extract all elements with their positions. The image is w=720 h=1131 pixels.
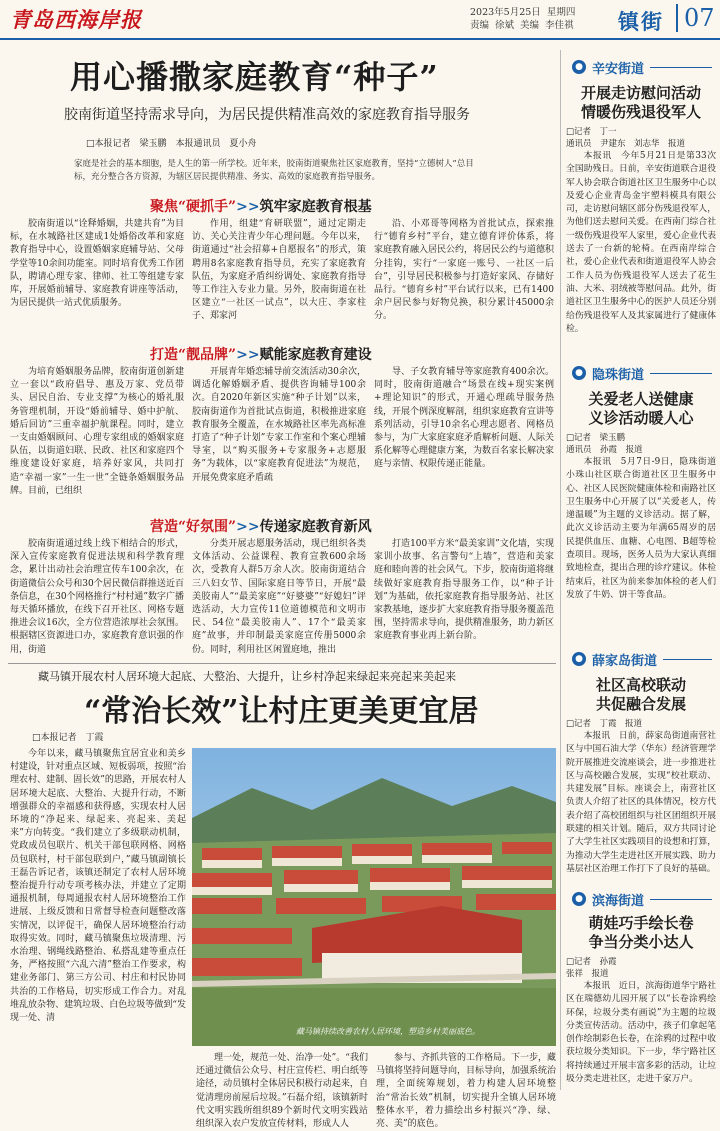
text-column: 导、子女教育辅导等家庭教育400余次。同时，胶南街道融合“场景在线+现实案例+理论知识”的形式，开通心理疏导服务热线，开展个例深度解剖，组织家庭教育宣讲等系列活动，引导10余名心理志愿者、网格员参与，为广大家庭家庭矛盾解析问题、人际关系化解等心理健康方案，为数百名家长解决家庭与亲情、权限传递正能量。 (374, 367, 555, 470)
text-column: 分类开展志愿服务活动，现已组织各类文体活动、公益课程、教育宣教600余场次，受教育人群5万余人次。胶南街道结合三八妇女节、国际家庭日等节日，开展“最美胶南人”“最美家庭”“好婆婆”“好媳妇”评选活动，大力宣传11位道德模范和文明市民、54位“最美胶南人”、17个“最美家庭”故事，并印制最美家庭宣传册5000余份。同时，利用社区闲置庭地，推出 (192, 539, 366, 655)
location-pin-icon: ● (572, 60, 586, 74)
column-divider (560, 50, 561, 1090)
brief-title: 开展走访慰问活动 情暖伤残退役军人 (580, 84, 701, 121)
village-photo (192, 748, 556, 1046)
brief-body: □记者 丁霞 报道 本报讯 日前，薛家岛街道南营社区与中国石油大学（华东）经济管理学院开展推进交流座谈会，进一步推进社区与高校融合发展，实现“校社联动、共建发展”目标。座谈会上，南营社区负责人介绍了社区的具体情况，校方代表介绍了高校团组织与社区团组织开展联建的相关计划。随后，双方共同讨论了大学生社区实践项目的设想和打算，为推动大学生走进社区开展实践、助力基层社区治理工作打下了良好的基础。 (566, 719, 716, 874)
article-byline: □本报记者 丁霞 (32, 733, 104, 743)
location-pin-icon: ● (572, 652, 586, 666)
text-column: 开展青年婚恋辅导前交流活动30余次，调适化解婚姻矛盾、提供咨询辅导100余次。自2020年新区实施“种子计划”以来，胶南街道作为首批试点街道，积极推进家庭教育服务全覆盖，在水城路社区率先高标准打造了“种子计划”专家工作室和个案心理辅导室，以“购买服务+专家服务+志愿服务”为载体，以“家庭教育促进法”为规范，开展免费家庭矛盾疏 (192, 367, 366, 483)
newspaper-logo: 青岛西海岸报 (10, 7, 142, 32)
text-column: 沿、小邓哥等网格为首批试点，探索推行“德育乡村”平台，建立德育评价体系，将家庭教育融入居民公约，将居民公约与道德积分挂钩，实行“一家庭一账号、一社区一后台”，引导居民积极参与打造好家风、存储好品行。“德育乡村”平台试行以来，已有1400余户居民参与好物兑换，积分累计45000余分。 (374, 219, 555, 322)
location-pin-icon: ● (572, 366, 586, 380)
section-name: 镇街 (618, 9, 664, 34)
page-number: 07 (676, 4, 715, 32)
article-kicker: 藏马镇开展农村人居环境大起底、大整治、大提升，让乡村净起来绿起来亮起来美起来 (38, 670, 456, 683)
street-header: ● 辛安街道 (572, 56, 712, 78)
text-column: 为培育婚姻服务品牌，胶南街道创新建立一套以“政府倡导、惠及万家、党员带头、居民自治、专业支撑”为核心的婚礼服务管理机制，开设“婚前辅导、婚中护航、婚后回访”三重幸福护航课程。同时，建立一支由婚姻顾问、心理专家组成的婚姻家庭队伍，以街道妇联、民政、社区和家庭四个维度建设好家庭，培养好家风，共同打造“幸福一家”一生一世”全链条婚姻服务品牌。目前，已组织 (10, 367, 184, 496)
street-header: ● 隐珠街道 (572, 362, 712, 384)
text-column: 作用，组建“育研联盟”，通过定期走访、关心关注青少年心理问题。今年以来，街道通过“社会招募+自愿报名”的形式，策聘用8名家庭教育指导员，充实了家庭教育队伍，为家庭矛盾纠纷调处、家庭教育指导等工作注入专业力量。另外，胶南街道在社区建立“一社区一试点”，以大庄、李家柱子、郑家河 (192, 219, 366, 322)
photo-caption: 藏马镇持续改善农村人居环境，塑造乡村美丽底色。 (296, 1027, 480, 1036)
location-pin-icon: ● (572, 892, 586, 906)
brief-title: 关爱老人送健康 义诊活动暖人心 (588, 390, 694, 427)
brief-body: □记者 梁玉鹏 通讯员 孙霞 报道 本报讯 5月7日-9日，隐珠街道小珠山社区联合街道社区卫生服务中心、社区人民医院健康体检和南路社区卫生服务中心开展了以“关爱老人，传递温暖”为主题的义诊活动。据了解，此次义诊活动主要为年满65周岁的居民提供血压、血糖、心电图、B超等检查项目。现场，医务人员为大家认真细致地检查，提出合理的诊疗建议。体检结束后，社区为前来参加体检的老人们发放了牛奶、饼干等食品。 (566, 433, 716, 600)
article-title: 用心播撒家庭教育“种子” (70, 58, 439, 96)
text-column: 胶南街道通过线上线下相结合的形式，深入宣传家庭教育促进法规和科学教育理念，累计出动社会治理宣传车100余次，在街道微信公众号和30个居民微信群推送近百条信息，在30个网格推行“村村通”数字广播每天循环播放，在线下召开社区、网格专题推进会议16次，全方位营造浓厚社会氛围。根据辖区资源进口办，家庭教育意识强的作用，街道 (10, 539, 184, 655)
street-header: ● 滨海街道 (572, 888, 712, 910)
article-deck: 胶南街道坚持需求导向，为居民提供精准高效的家庭教育指导服务 (64, 107, 470, 123)
subhead-3: 营造“好氛围”>>传递家庭教育新风 (150, 519, 372, 535)
article-title: “常治长效”让村庄更美更宜居 (84, 694, 479, 729)
article-intro: 家庭是社会的基本细胞，是人生的第一所学校。近年来，胶南街道聚焦社区家庭教育，坚持“立德树人”总目标，充分整合各方资源，为辖区居民提供精准、务实、高效的家庭教育指导服务。 (74, 159, 474, 182)
article-separator (8, 663, 556, 664)
brief-title: 萌娃巧手绘长卷 争当分类小达人 (588, 914, 694, 951)
village-aerial-image (192, 748, 556, 1046)
text-column: 理一处，规范一处、治净一处”。“我们还通过微信公众号、村庄宣传栏、明白纸等途径，动员镇村全体居民积极行动起来，自觉清理房前屋后垃圾。”石磊介绍，该镇新时代文明实践所组织89个新时代文明实践站组织深入农户发放宣传材料，形成人人 (196, 1053, 368, 1130)
street-header: ● 薛家岛街道 (572, 648, 712, 670)
text-column: 打造100平方米“最美家训”文化墙，实现家训小故事、名言警句“上墙”，营造和美家庭和睦向善的社会风气。下步，胶南街道将继续做好家庭教育指导服务工作，以“种子计划”为基础，依托家庭教育指导服务站、社区家教基地，逐步扩大家庭教育指导服务覆盖范围，坚持需求导向，提供精准服务，助力新区家庭教育事业再上新台阶。 (374, 539, 555, 642)
subhead-2: 打造“靓品牌”>>赋能家庭教育建设 (150, 347, 372, 363)
dateline: 2023年5月25日 星期四 责编 徐斌 美编 李佳祺 (470, 7, 576, 31)
brief-body: □记者 孙霞 张祥 报道 本报讯 近日，滨海街道华宁路社区在瑞德幼儿园开展了以“长卷涂鸦绘环保，垃圾分类有画说”为主题的垃圾分类宣传活动。活动中，孩子们拿起笔创作绘制彩色长卷，在涂鸦的过程中收获垃圾分类知识。下一步，华宁路社区将持续通过开展丰富多彩的活动，让垃圾分类走进社区，走进千家万户。 (566, 957, 716, 1085)
subhead-1: 聚焦“硬抓手”>>筑牢家庭教育根基 (150, 199, 372, 215)
text-column: 今年以来，藏马镇聚焦宜居宜业和美乡村建设，针对重点区域、短板弱项，按照“治理农村、建制、固长效”的思路，开展农村人居环境大起底、大整治、大提升行动，不断增强群众的幸福感和获得感，实现农村人居环境的“净起来、绿起来、亮起来、美起来”方向转变。“我们建立了多级联动机制，党政成员包联片、机关干部包联网格、网格员包联村，村干部包联到户，”藏马镇副镇长王磊告诉记者，该镇还制定了农村人居环境整治提升行动专项考核办法，并建立了定期通报机制，每周通报农村人居环境整治工作进展、上级反馈和日常督导检查问题整改落实情况，以评促干，确保人居环境整治行动取得实效。同时，藏马镇聚焦垃圾清理、污水治理、钢绳线路整治、私搭乱建等重点任务，严格按照“六乱六清”整治工作要求，构建业务部门、第三方公司、村庄和村民协同共治的工作格局，切实形成工作合力。对乱堆乱放杂物、建筑垃圾、白色垃圾等做到“发现一处、清 (10, 749, 186, 1024)
masthead (0, 0, 720, 40)
text-column: 胶南街道以“诠释婚姻，共建共育”为目标，在水城路社区建成1处婚俗改革和家庭教育指导中心，设置婚姻家庭辅导站、父母学堂等10余间功能室。同时培育优秀工作团队，聘请心理专家、律师、社工等组建专家库，开展婚前辅导、家庭教育讲座等活动，为居民提供一站式优质服务。 (10, 219, 184, 309)
article-byline: □本报记者 梁玉鹏 本报通讯员 夏小舟 (86, 139, 257, 149)
brief-body: □记者 丁一 通讯员 尹建东 刘志华 报道 本报讯 今年5月21日是第33次全国助残日。日前，辛安街道联合退役军人协会联合街道社区卫生服务中心以及爱心企业青岛金宇塑料模具有限公司，走访慰问辖区部分伤残退役军人，为他们送去慰问关爱。在西南门综合社一级伤残退役军人家里，爱心企业代表送去了一台新的轮椅。在西南岸综合社，爱心企业代表和街道退役军人协会工作人员为伤残退役军人送去了花生油、大米、羽绒被等慰问品。此外，街道社区卫生服务中心的医护人员还分别给伤残退役军人及其家属进行了健康体检。 (566, 127, 716, 334)
brief-title: 社区高校联动 共促融合发展 (595, 676, 686, 713)
text-column: 参与、齐抓共管的工作格局。下一步，藏马镇将坚持问题导向，目标导向，加强系统治理，全面统筹规划，着力构建人居环境整治“常治长效”机制，切实提升全镇人居环境整体水平，着力描绘出乡村振兴“净、绿、亮、美”的底色。 (376, 1053, 557, 1130)
